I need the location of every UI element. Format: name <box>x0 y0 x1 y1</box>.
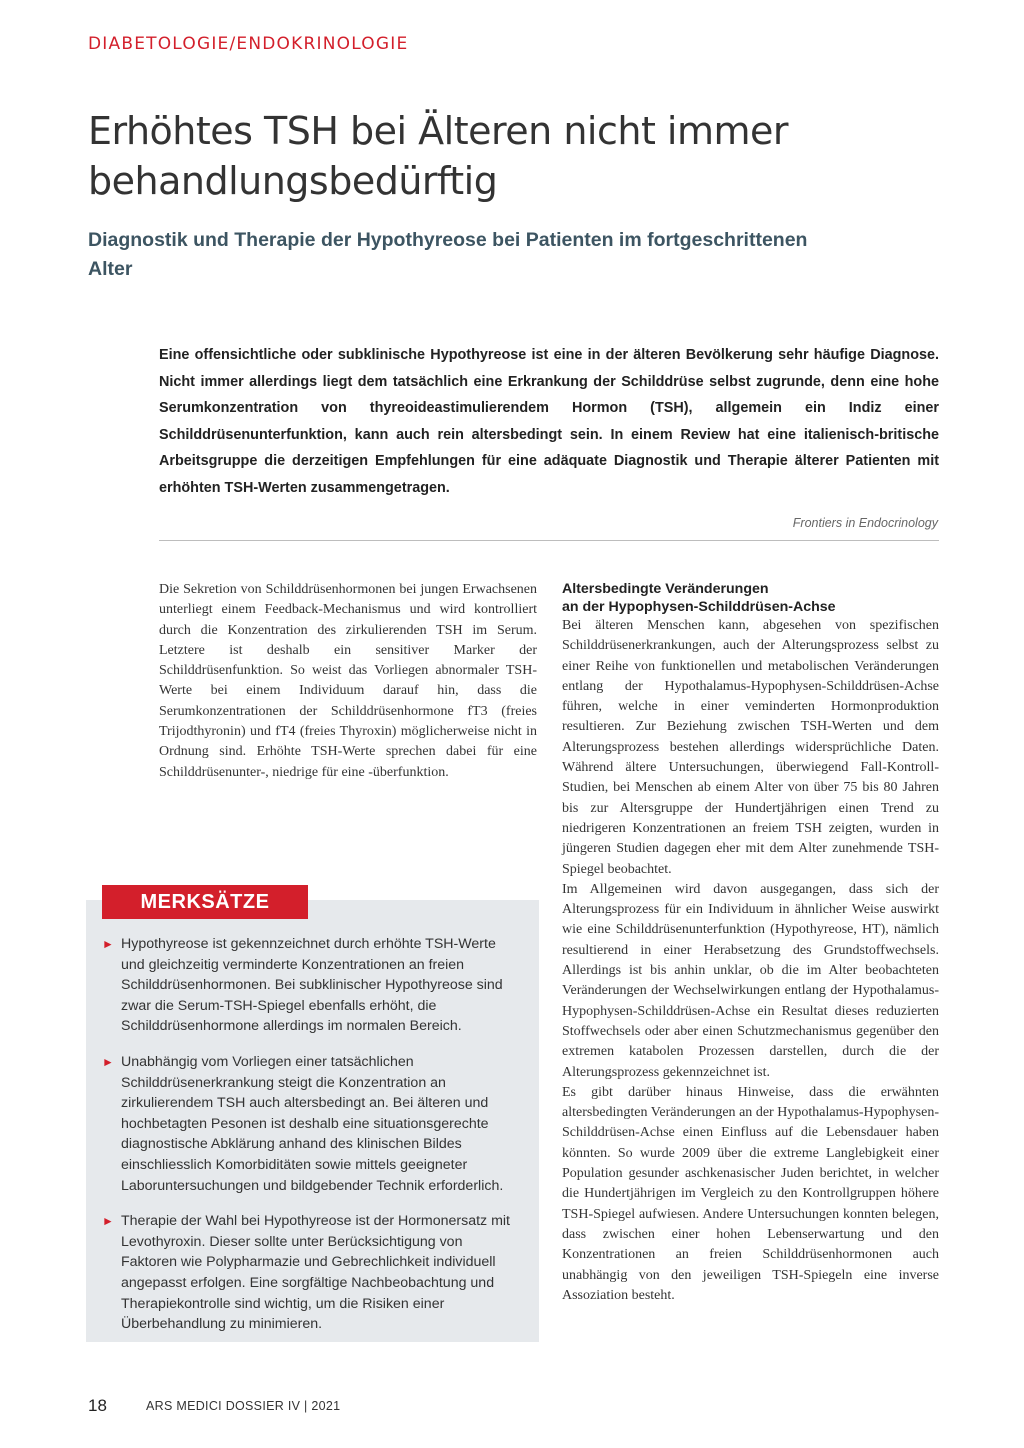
merksatz-text: Therapie der Wahl bei Hypothyreose ist der Hormonersatz mit Levothyroxin. Dieser sollte unter Berücksichtigung von Faktoren wie Polypharmazie und Gebrechlichkeit individuell angepasst erfolgen. Eine sorgfältige Nachbeobachtung und Therapiekontrolle sind wichtig, um die Risiken einer Überbehandlung zu minimieren. <box>121 1213 510 1333</box>
source-citation: Frontiers in Endocrinology <box>792 516 938 530</box>
merksatz-item <box>102 934 522 1037</box>
journal-name: ARS MEDICI DOSSIER IV | 2021 <box>146 1399 341 1413</box>
article-subtitle: Diagnostik und Therapie der Hypothyreose bei Patienten im fortgeschrittenen Alter <box>88 229 808 280</box>
merksaetze-list <box>102 934 522 1350</box>
intro-paragraph: Die Sekretion von Schilddrüsenhormonen bei jungen Erwachsenen unterliegt einem Feedback-Mechanismus und wird kontrolliert durch die Konzentration des zirkulierenden TSH im Serum. Letztere ist deshalb ein sensitiver Marker der Schilddrüsenfunktion. So weist das Vorliegen abnormaler TSH-Werte bei einem Individuum darauf hin, dass die Serumkonzentrationen der Schilddrüsenhormone fT3 (freies Trijodthyronin) und fT4 (freies Thyroxin) möglicherweise nicht in Ordnung sind. Erhöhte TSH-Werte sprechen dabei für eine Schilddrüsenunter-, niedrige für eine -überfunktion. <box>159 582 537 780</box>
merksatz-item <box>102 1211 522 1335</box>
section-heading <box>562 580 939 616</box>
merksatz-item <box>102 1052 522 1196</box>
article-title: Erhöhtes TSH bei Älteren nicht immer behandlungsbedürftig <box>88 109 789 203</box>
body-paragraph-1: Bei älteren Menschen kann, abgesehen von spezifischen Schilddrüsenerkrankungen, auch der Alterungsprozess selbst zu einer Reihe von funktionellen und metabolischen Veränderungen entlang der Hypothalamus-Hypophysen-Schilddrüsen-Achse führen, welche in einer veminderten Hormonproduktion resultieren. Zur Beziehung zwischen TSH-Werten und dem Alterungsprozess bestehen allerdings widersprüchliche Daten. Während ältere Untersuchungen, überwiegend Fall-Kontroll-Studien, bei Menschen ab einem Alter von über 75 bis 80 Jahren bis zur Altersgruppe der Hundertjährigen einen Trend zu niedrigeren Konzentrationen an freiem TSH zeigten, wurden in jüngeren Studien dagegen eher mit dem Alter zunehmende TSH-Spiegel beobachtet. <box>562 618 939 877</box>
section-heading-line1: Altersbedingte Veränderungen <box>562 581 769 597</box>
right-column <box>562 580 939 1306</box>
merksatz-text: Hypothyreose ist gekennzeichnet durch erhöhte TSH-Werte und gleichzeitig verminderte Konzentrationen an freien Schilddrüsenhormonen. Bei subklinischer Hypothyreose sind zwar die Serum-TSH-Spiegel ebenfalls erhöht, die Schilddrüsenhormone allerdings im normalen Bereich. <box>121 936 503 1035</box>
merksatz-text: Unabhängig vom Vorliegen einer tatsächlichen Schilddrüsenerkrankung steigt die Konzentration an zirkulierendem TSH auch altersbedingt an. Bei älteren und hochbetagten Pesonen ist deshalb eine situationsgerechte diagnostische Abklärung anhand des klinischen Bildes einschliesslich Komorbiditäten sowie mittels geeigneter Laboruntersuchungen und bildgebender Technik erforderlich. <box>121 1053 504 1194</box>
triangle-bullet-icon: ► <box>102 937 114 951</box>
section-label: DIABETOLOGIE/ENDOKRINOLOGIE <box>88 34 409 54</box>
triangle-bullet-icon: ► <box>102 1054 114 1069</box>
page-number: 18 <box>88 1396 107 1415</box>
divider <box>159 540 939 541</box>
body-paragraph-3: Es gibt darüber hinaus Hinweise, dass die erwähnten altersbedingten Veränderungen an der Hypothalamus-Hypophysen-Schilddrüsen-Achse einen Einfluss auf die Lebensdauer haben könnten. So wurde 2009 über die extreme Langlebigkeit einer Population gesunder aschkenasischer Juden berichtet, in welcher die Hundertjährigen im Vergleich zu den Kontrollgruppen höhere TSH-Spiegel aufwiesen. Andere Untersuchungen konnten belegen, dass zwischen einer hohen Lebenserwartung und den Konzentrationen an freien Schilddrüsenhormonen auch unabhängig von den jeweiligen TSH-Spiegeln eine inverse Assoziation besteht. <box>562 1084 939 1303</box>
triangle-bullet-icon: ► <box>102 1214 114 1229</box>
merksaetze-title: MERKSÄTZE <box>102 885 308 919</box>
section-heading-line2: an der Hypophysen-Schilddrüsen-Achse <box>562 599 836 615</box>
body-paragraph-2: Im Allgemeinen wird davon ausgegangen, dass sich der Alterungsprozess für ein Individuum in ähnlicher Weise auswirkt wie eine Schilddrüsenunterfunktion (Hypothyreose, HT), nämlich resultierend in einer Herabsetzung des Grundstoffwechsels. Allerdings ist bis anhin unklar, ob die im Alter beobachteten Veränderungen der Wechselwirkungen entlang der Hypothalamus-Hypophysen-Schilddrüsen-Achse ein Resultat dieses reduzierten Stoffwechsels oder aber einen Schutzmechanismus gegenüber den extremen katabolen Prozessen darstellen, durch die der Alterungsprozess gekennzeichnet ist. <box>562 881 939 1080</box>
lead-paragraph: Eine offensichtliche oder subklinische Hypothyreose ist eine in der älteren Bevölkerung sehr häufige Diagnose. Nicht immer allerdings liegt dem tatsächlich eine Erkrankung der Schilddrüse selbst zugrunde, denn eine hohe Serumkonzentration von thyreoideastimulierendem Hormon (TSH), allgemein ein Indiz einer Schilddrüsenunterfunktion, kann auch rein altersbedingt sein. In einem Review hat eine italienisch-britische Arbeitsgruppe die derzeitigen Empfehlungen für eine adäquate Diagnostik und Therapie älterer Patienten mit erhöhten TSH-Werten zusammengetragen. <box>159 347 939 496</box>
